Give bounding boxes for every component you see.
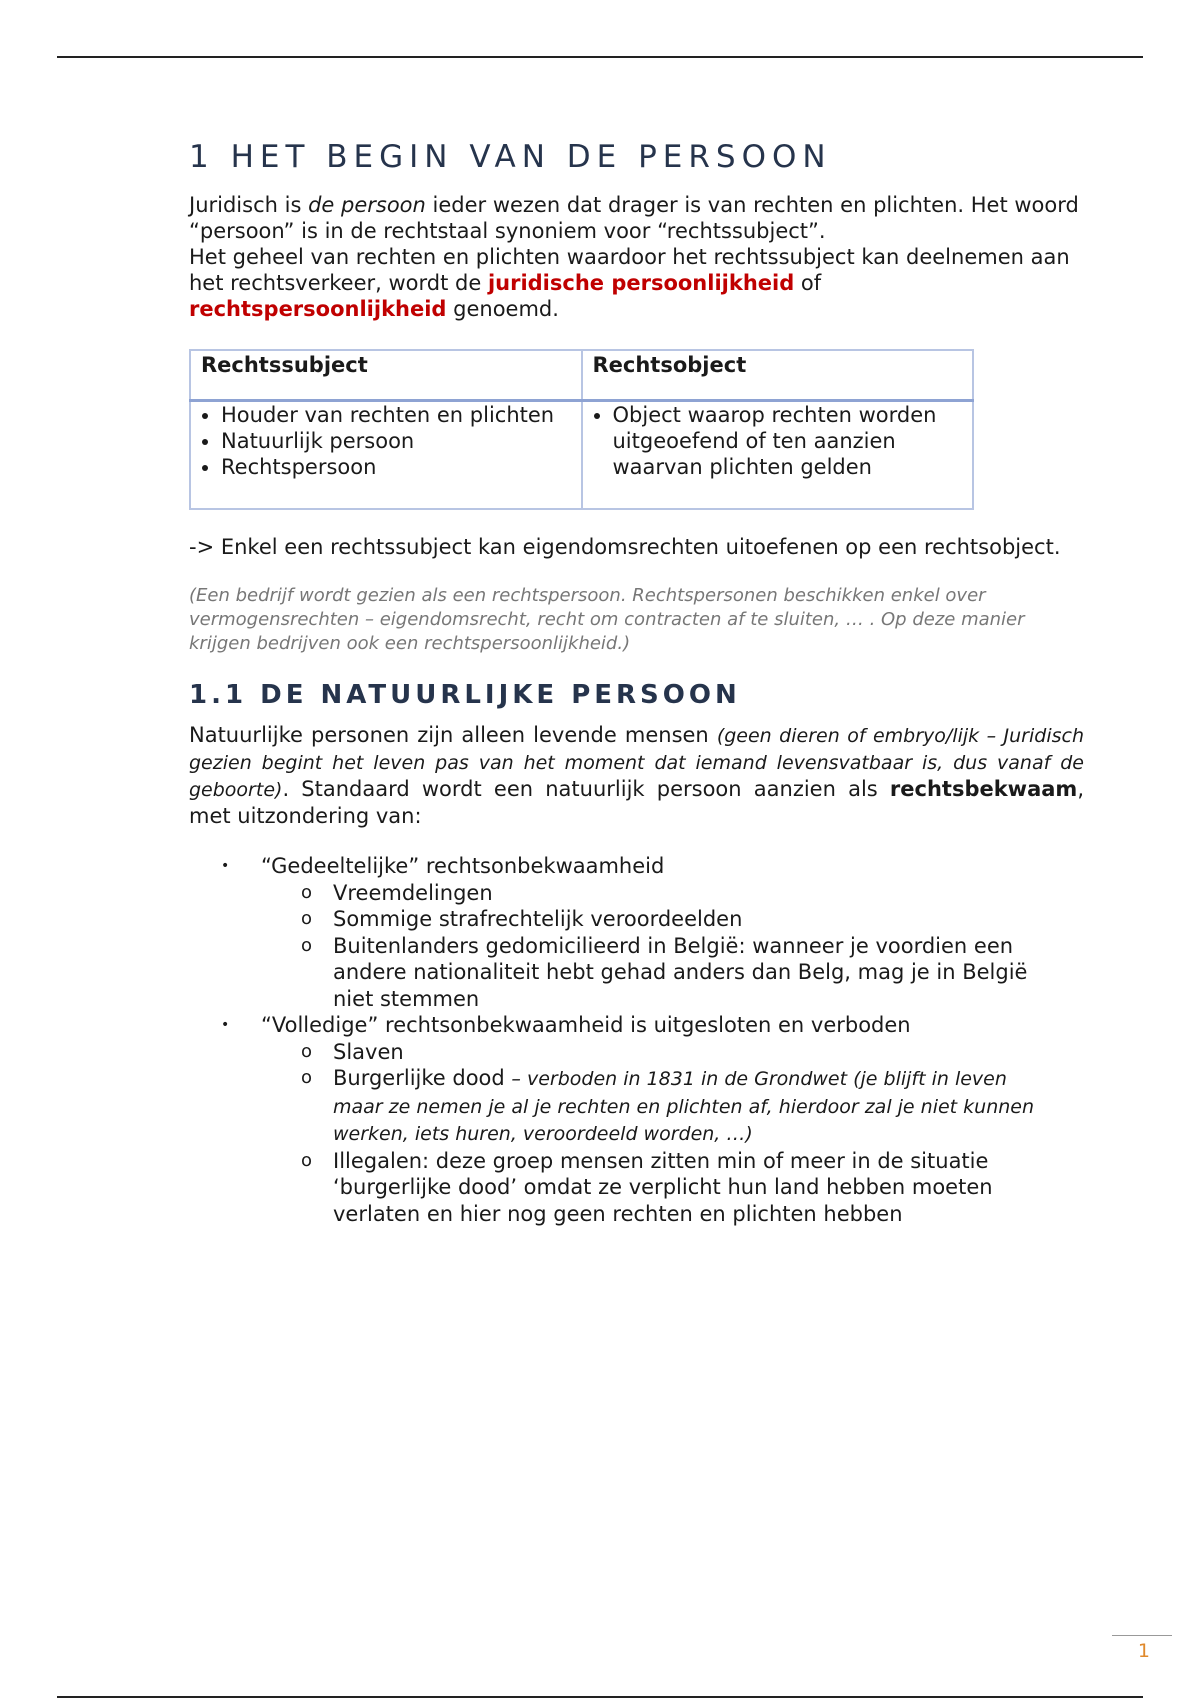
text-run: genoemd.: [446, 297, 559, 321]
exceptions-list: [189, 853, 1084, 1227]
sub-item-text: Illegalen: deze groep mensen zitten min of meer in de situatie ‘burgerlijke dood’ omdat ze verplicht hun land hebben moeten verlaten en hier nog geen rechten en plichten hebben: [333, 1148, 993, 1226]
text-run: of: [794, 271, 822, 295]
list-item-text: “Gedeeltelijke” rechtsonbekwaamheid: [261, 854, 665, 878]
chapter-heading: 1 HET BEGIN VAN DE PERSOON: [189, 139, 832, 175]
term-rechtsbekwaam: rechtsbekwaam: [889, 777, 1078, 801]
text-run: Juridisch is: [189, 193, 309, 217]
header-rule: [57, 56, 1143, 58]
header-rechtssubject: Rechtssubject: [190, 350, 582, 401]
emphasis-de-persoon: de persoon: [308, 193, 426, 217]
page-number-rule: [1112, 1635, 1172, 1636]
circle-bullet-icon: o: [301, 934, 313, 956]
italic-aside: – verboden in 1831 in de Grondwet (je blijft in leven maar ze nemen je al je rechten en plichten af, hierdoor zal je niet kunnen werken, iets huren, veroordeeld worden, …): [333, 1068, 1035, 1145]
sub-list-item: [261, 1039, 1053, 1066]
text-run: ieder wezen dat drager is van rechten en plichten. Het woord “persoon” is in de rechtstaal synoniem voor “rechtssubject”.: [189, 193, 1079, 243]
cell-rechtssubject: [190, 401, 582, 510]
text-run: , met uitzondering van:: [189, 777, 1084, 828]
sub-item-text: Buitenlanders gedomicilieerd in België: wanneer je voordien een andere nationaliteit hebt gehad anders dan Belg, mag je in België niet stemmen: [333, 933, 1028, 1011]
bullet-icon: •: [221, 858, 230, 874]
term-rechtspersoonlijkheid: rechtspersoonlijkheid: [189, 297, 447, 321]
sub-item-text: Burgerlijke dood: [333, 1066, 512, 1090]
text-run: Natuurlijke personen zijn alleen levende mensen: [189, 723, 717, 747]
sub-item-text: Slaven: [333, 1039, 404, 1064]
bullet-icon: •: [221, 1017, 230, 1033]
sub-list-item: [261, 906, 1053, 933]
term-juridische-persoonlijkheid: juridische persoonlijkheid: [487, 271, 795, 295]
section-heading: 1.1 DE NATUURLIJKE PERSOON: [189, 680, 741, 710]
sub-item-text: Sommige strafrechtelijk veroordeelden: [333, 907, 743, 931]
list-item: [189, 1012, 1084, 1227]
text-run: . Standaard wordt een natuurlijk persoon aanzien als: [282, 777, 890, 801]
footer-rule: [57, 1696, 1143, 1698]
text-run: Het geheel van rechten en plichten waardoor het rechtssubject kan deelnemen aan het rechtsverkeer, wordt de: [189, 245, 1070, 295]
list-item: • Object waarop rechten worden uitgeoefend of ten aanzien waarvan plichten gelden: [613, 402, 963, 480]
circle-bullet-icon: o: [301, 881, 313, 903]
circle-bullet-icon: o: [301, 1067, 313, 1088]
list-item-text: “Volledige” rechtsonbekwaamheid is uitgesloten en verboden: [261, 1013, 911, 1037]
header-rechtsobject: Rechtsobject: [582, 350, 974, 401]
arrow-paragraph: -> Enkel een rechtssubject kan eigendomsrechten uitoefenen op een rechtsobject.: [189, 535, 1061, 559]
cell-rechtsobject: [582, 401, 974, 510]
circle-bullet-icon: o: [301, 1149, 313, 1171]
list-item: • Houder van rechten en plichten: [221, 402, 571, 428]
natural-person-paragraph: [189, 722, 1084, 829]
sub-list: [261, 880, 1084, 1013]
sub-list-item: [261, 880, 1053, 907]
italic-note: (Een bedrijf wordt gezien als een rechtspersoon. Rechtspersonen beschikken enkel over vermogensrechten – eigendomsrecht, recht om contracten af te sluiten, … . Op deze manier krijgen bedrijven ook een rechtspersoonlijkheid.): [189, 585, 1025, 654]
table-header-row: [190, 350, 973, 401]
circle-bullet-icon: o: [301, 908, 313, 929]
intro-paragraph-1: [189, 192, 1084, 244]
sub-list-item: [261, 1065, 1053, 1148]
sub-list: [261, 1039, 1084, 1228]
sub-list-item: [261, 933, 1053, 1013]
intro-paragraph-2: [189, 244, 1084, 322]
list-item: • Natuurlijk persoon: [221, 428, 571, 454]
sub-list-item: [261, 1148, 1053, 1228]
list-item: • Rechtspersoon: [221, 454, 571, 480]
page-number: 1: [1137, 1640, 1150, 1662]
comparison-table: [189, 349, 974, 510]
circle-bullet-icon: o: [301, 1040, 313, 1062]
sub-item-text: Vreemdelingen: [333, 880, 493, 905]
italic-aside: (geen dieren of embryo/lijk – Juridisch gezien begint het leven pas van het moment dat iemand levensvatbaar is, dus vanaf de geboorte): [189, 725, 1084, 801]
table-body-row: [190, 401, 973, 510]
list-item: [189, 853, 1084, 1012]
page-content: [189, 136, 1084, 1227]
